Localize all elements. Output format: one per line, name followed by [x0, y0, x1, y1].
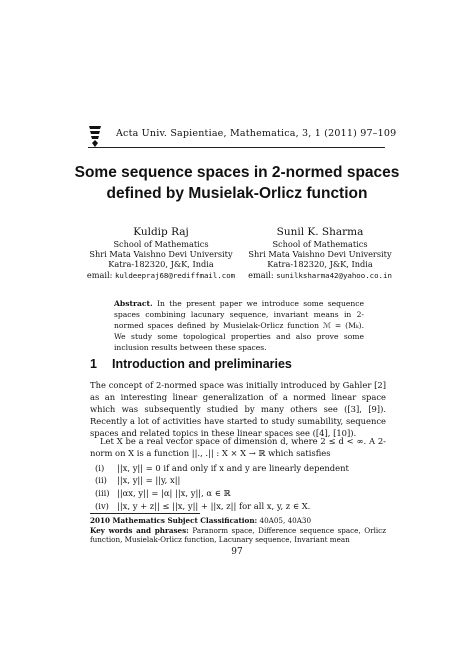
page-number: 97 [231, 547, 243, 557]
author-dept: School of Mathematics [272, 239, 368, 249]
author-addr: Katra-182320, J&K, India [267, 259, 373, 270]
condition-item [95, 474, 180, 486]
abstract-text: In the present paper we introduce some sequence spaces combining lacunary sequence, invariant means in 2-normed spaces defined by Musielak-Orlicz function ℳ = (Mₖ). We study some topological properties and also prove some inclusion results between these spaces. [114, 299, 365, 352]
condition-item [95, 500, 310, 512]
author-univ: Shri Mata Vaishno Devi University [248, 249, 392, 260]
author-email-link[interactable]: kuldeepraj68@rediffmail.com [114, 270, 236, 280]
condition-text: ||x, y + z|| ≤ ||x, y|| + ||x, z|| for all x, y, z ∈ X. [117, 501, 311, 511]
author-name: Sunil K. Sharma [276, 226, 364, 238]
abstract-label: Abstract. [114, 299, 153, 308]
author-block-1 [86, 225, 236, 281]
abstract [114, 298, 364, 353]
section-title: Introduction and preliminaries [112, 357, 292, 371]
keywords-text: Paranorm space, Difference sequence space, Orlicz function, Musielak-Orlicz function, Lacunary sequence, Invariant mean [90, 526, 386, 545]
body-paragraph-1: The concept of 2-normed space was initially introduced by Gahler [2] as an interesting linear generalization of a normed linear space which was subsequently studied by many others see ([3], [9]). Recently a lot of activities have started to study sumability, sequence spaces and related topics in these linear spaces see ([4], [10]). [90, 380, 386, 438]
body-paragraph-2: Let X be a real vector space of dimension d, where 2 ≤ d < ∞. A 2-norm on X is a function ||., .|| : X × X → ℝ which satisfies [90, 436, 386, 458]
condition-text: ||x, y|| = 0 if and only if x and y are linearly dependent [117, 463, 349, 473]
paper-title-line1: Some sequence spaces in 2-normed spaces [74, 164, 400, 181]
journal-citation: Acta Univ. Sapientiae, Mathematica, 3, 1 (2011) 97–109 [116, 128, 397, 139]
author-univ: Shri Mata Vaishno Devi University [89, 249, 233, 260]
condition-label: (iv) [95, 501, 109, 511]
condition-label: (i) [95, 463, 105, 473]
email-label: email: [86, 269, 113, 280]
author-email-link[interactable]: sunilksharma42@yahoo.co.in [276, 270, 392, 280]
author-addr: Katra-182320, J&K, India [108, 259, 214, 270]
condition-item [95, 462, 349, 474]
condition-text: ||x, y|| = ||y, x|| [117, 475, 181, 485]
keywords-label: Key words and phrases: [90, 526, 189, 535]
section-heading [90, 357, 292, 371]
header-rule [88, 147, 385, 148]
paper-title-line2: defined by Musielak-Orlicz function [106, 185, 368, 202]
section-number: 1 [90, 357, 97, 371]
keywords-footnote [90, 526, 386, 545]
author-dept: School of Mathematics [113, 239, 209, 249]
condition-label: (iii) [95, 488, 110, 498]
author-email-line [245, 270, 395, 281]
condition-text: ||αx, y|| = |α| ||x, y||, α ∈ ℝ [117, 488, 231, 498]
footnote-rule [90, 513, 200, 514]
author-block-2 [245, 225, 395, 281]
author-email-line [86, 270, 236, 281]
university-crest-icon [88, 124, 102, 148]
msc-codes: 40A05, 40A30 [259, 516, 312, 525]
condition-label: (ii) [95, 475, 107, 485]
msc-label: 2010 Mathematics Subject Classification: [90, 516, 258, 525]
email-label: email: [248, 269, 274, 280]
msc-footnote [90, 516, 386, 525]
author-name: Kuldip Raj [133, 226, 189, 238]
condition-item [95, 487, 231, 499]
